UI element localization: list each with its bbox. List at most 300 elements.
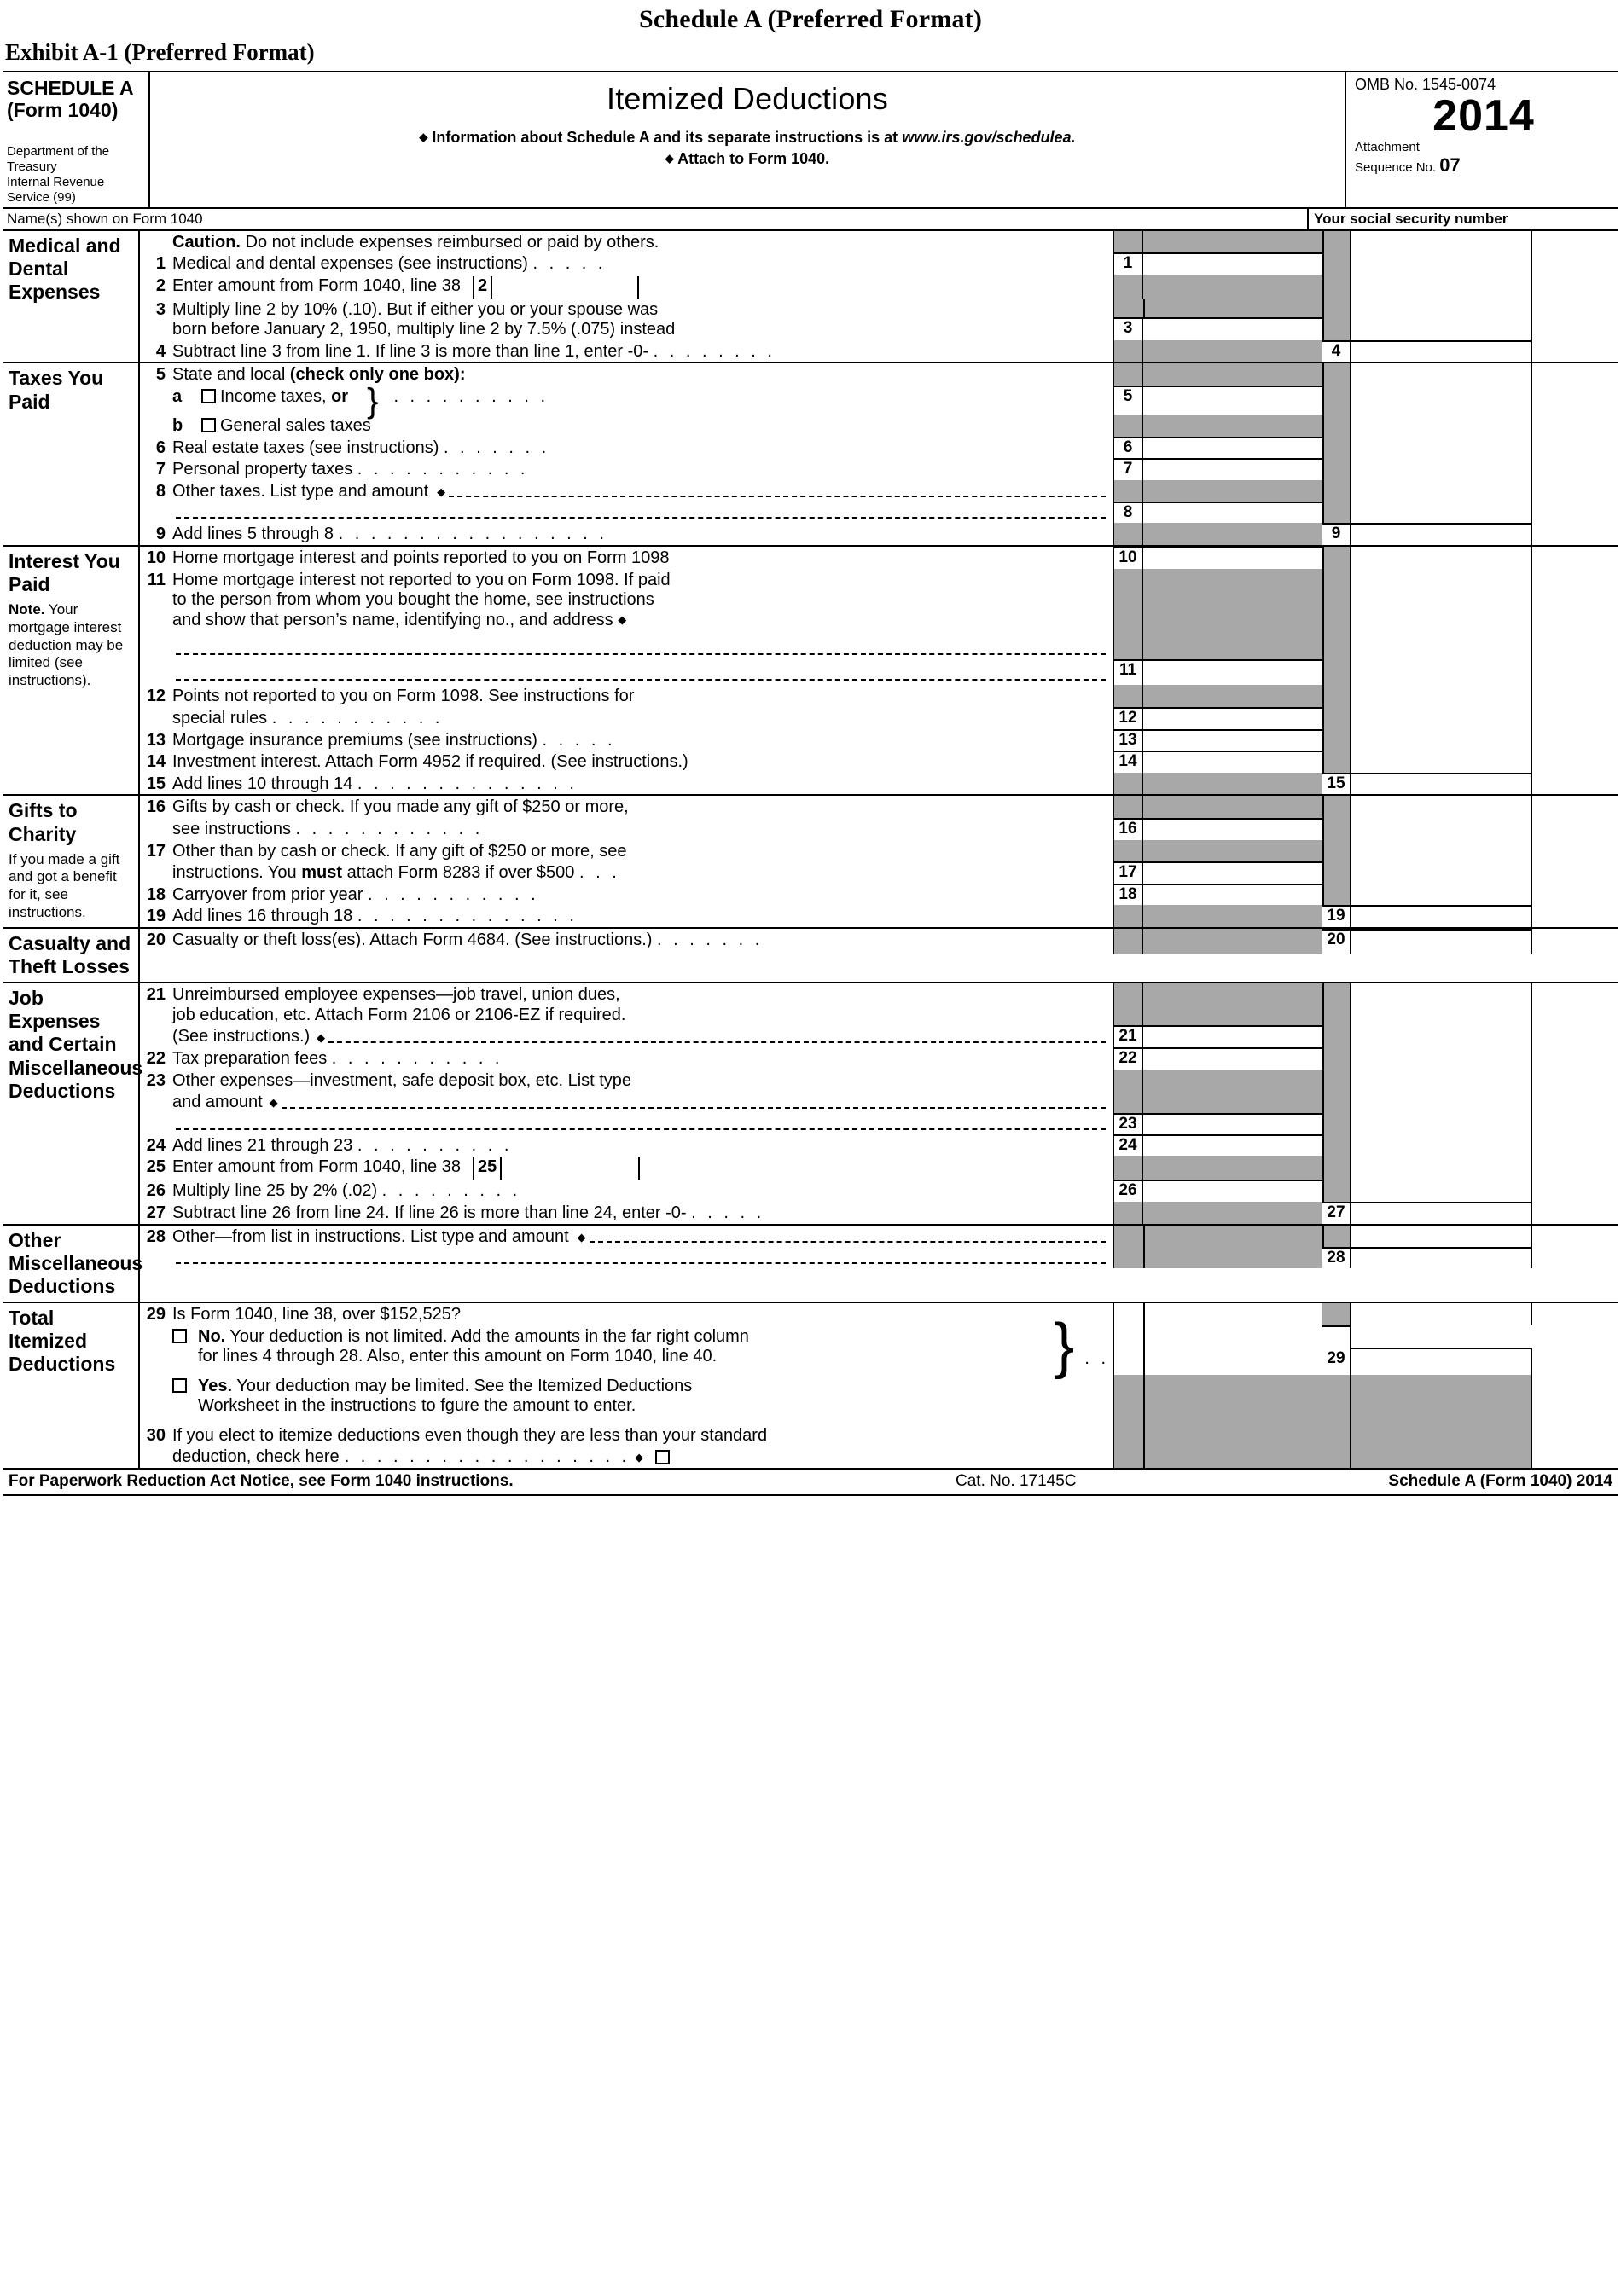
gap-column-17b <box>1322 861 1351 884</box>
line-14-text: Investment interest. Attach Form 4952 if required. (See instructions.) <box>172 752 688 772</box>
moneybox-5-gray <box>1143 363 1322 386</box>
gap-column-16b <box>1322 818 1351 840</box>
leader-dots-26: . . . . . . . . . <box>381 1181 521 1201</box>
linebox-6: 6 <box>1114 437 1143 459</box>
line-27-row <box>140 1202 1618 1224</box>
gap-column-5c <box>1322 415 1351 437</box>
pointer-icon: ◆ <box>419 130 428 143</box>
line-11-text-b: to the person from whom you bought the home, see instructions <box>172 590 654 610</box>
line-16-number: 16 <box>146 797 166 817</box>
right-column-14 <box>1351 751 1532 773</box>
linebox-23-gray <box>1114 1070 1143 1092</box>
line-20-row <box>140 929 1618 954</box>
moneybox-6[interactable] <box>1143 437 1322 459</box>
gap-column-5 <box>1322 363 1351 386</box>
linebox-22: 22 <box>1114 1047 1143 1070</box>
moneybox-1[interactable] <box>1143 252 1322 275</box>
gap-column-3 <box>1322 299 1351 340</box>
linebox-5: 5 <box>1114 386 1143 415</box>
caution-text: Do not include expenses reimbursed or paid by others. <box>245 232 659 252</box>
gap-column-25 <box>1322 1156 1351 1180</box>
right-column-26 <box>1351 1180 1532 1202</box>
linebox-19-gray <box>1114 905 1143 927</box>
moneybox-21[interactable] <box>1143 1025 1322 1047</box>
checkbox-elect-itemize[interactable] <box>655 1450 670 1464</box>
line-4-text: Subtract line 3 from line 1. If line 3 is more than line 1, enter -0- <box>172 341 649 361</box>
moneybox-11[interactable] <box>1143 659 1322 685</box>
moneybox-13[interactable] <box>1143 729 1322 751</box>
amount-cell-21 <box>1113 1025 1322 1047</box>
moneybox-26[interactable] <box>1143 1180 1322 1202</box>
right-column-1 <box>1351 252 1532 275</box>
line-17-row <box>140 840 1618 862</box>
moneybox-27[interactable] <box>1351 1202 1532 1224</box>
right-column-5c <box>1351 415 1532 437</box>
far-column-29c <box>1532 1375 1618 1424</box>
total-lines <box>140 1303 1618 1468</box>
job-lines <box>140 983 1618 1223</box>
far-column-8 <box>1532 480 1618 502</box>
line-29-number: 29 <box>146 1304 166 1324</box>
checkbox-sales-taxes[interactable] <box>201 418 216 432</box>
line-12-text-a: Points not reported to you on Form 1098. See instructions for <box>172 687 635 706</box>
line-13-row <box>140 729 1618 751</box>
line-25-text: Enter amount from Form 1040, line 38 <box>172 1157 461 1177</box>
right-column-7 <box>1351 458 1532 480</box>
moneybox-24[interactable] <box>1143 1134 1322 1157</box>
line-26-number: 26 <box>146 1181 166 1201</box>
linebox-15-gray <box>1114 773 1143 795</box>
amount-cell-1 <box>1113 252 1322 275</box>
line-5-number: 5 <box>155 365 166 385</box>
linebox-29: 29 <box>1322 1325 1351 1375</box>
line-9-number: 9 <box>155 525 166 544</box>
leader-dots-15: . . . . . . . . . . . . . . <box>357 774 578 793</box>
section-interest <box>3 547 1618 796</box>
brace-icon-29: } <box>1054 1311 1075 1380</box>
linebox-27-gray <box>1114 1202 1143 1224</box>
line-12-text-b: special rules <box>172 709 268 728</box>
linebox-28-gray2 <box>1114 1247 1145 1268</box>
line-2-inner-amount[interactable] <box>492 276 639 299</box>
line-11-text-a: Home mortgage interest not reported to you on Form 1098. If paid <box>172 570 671 589</box>
line-29-row <box>140 1303 1618 1325</box>
pointer-icon-21: ◆ <box>317 1030 326 1044</box>
moneybox-blank <box>1143 231 1322 253</box>
moneybox-20[interactable] <box>1351 929 1532 954</box>
line-20-number: 20 <box>146 930 166 949</box>
amount-cell-23-mid <box>1113 1091 1322 1113</box>
line-16-row <box>140 796 1618 818</box>
moneybox-15[interactable] <box>1351 773 1532 795</box>
amount-cell-5 <box>1113 386 1322 415</box>
form-number: (Form 1040) <box>7 98 119 121</box>
amount-cell-23 <box>1113 1113 1322 1134</box>
far-column-22 <box>1532 1047 1618 1070</box>
gap-column-30 <box>1322 1424 1351 1447</box>
far-column-11 <box>1532 569 1618 631</box>
line-29-yes-bold: Yes. <box>198 1376 233 1395</box>
moneybox-28-gray2 <box>1145 1247 1322 1268</box>
moneybox-29-blank <box>1145 1303 1322 1325</box>
linebox-17-gray <box>1114 840 1143 862</box>
amount-cell-16-top <box>1113 796 1322 818</box>
leader-dots-4: . . . . . . . . <box>653 341 776 361</box>
moneybox-22[interactable] <box>1143 1047 1322 1070</box>
write-in-line-23b[interactable] <box>176 1128 1106 1130</box>
gap-column-12 <box>1322 685 1351 707</box>
moneybox-3[interactable] <box>1143 317 1322 340</box>
moneybox-16[interactable] <box>1143 818 1322 840</box>
leader-dots-5: . . . . . . . . . . <box>393 387 549 407</box>
write-in-line-23a[interactable] <box>282 1107 1106 1109</box>
line-1-row <box>140 252 1618 275</box>
line-9-text: Add lines 5 through 8 <box>172 525 334 544</box>
amount-cell-26 <box>1113 1180 1322 1202</box>
line-2-inner-number: 2 <box>477 275 488 295</box>
line-15-text: Add lines 10 through 14 <box>172 774 353 793</box>
line-30-text-b: deduction, check here <box>172 1447 340 1467</box>
moneybox-14[interactable] <box>1143 751 1322 773</box>
line-6-row <box>140 437 1618 459</box>
right-column-16b <box>1351 818 1532 840</box>
right-column-6 <box>1351 437 1532 459</box>
moneybox-20-gray <box>1143 929 1322 954</box>
linebox-5b-gray <box>1114 415 1143 437</box>
linebox-12-gray <box>1114 685 1143 707</box>
far-column-2 <box>1532 275 1618 299</box>
line-23-row-b <box>140 1091 1618 1113</box>
moneybox-23-gray <box>1143 1070 1322 1092</box>
moneybox-8[interactable] <box>1143 502 1322 523</box>
leader-dots-19: . . . . . . . . . . . . . . <box>357 907 578 926</box>
linebox-11-gray2 <box>1114 630 1143 659</box>
form-identity <box>3 72 150 207</box>
amount-cell-17 <box>1113 861 1322 884</box>
line-7-row <box>140 458 1618 480</box>
moneybox-17[interactable] <box>1143 861 1322 884</box>
checkbox-income-taxes[interactable] <box>201 389 216 403</box>
right-column-24 <box>1351 1134 1532 1157</box>
linebox-21: 21 <box>1114 1025 1143 1047</box>
linebox-16: 16 <box>1114 818 1143 840</box>
line-15-number: 15 <box>146 774 166 793</box>
gap-column-26 <box>1322 1180 1351 1202</box>
write-in-line-21[interactable] <box>328 1041 1106 1043</box>
line-11-number: 11 <box>147 570 166 589</box>
line-5a-or: or <box>331 387 349 407</box>
leader-dots-22: . . . . . . . . . . . <box>331 1048 503 1068</box>
line-3-row <box>140 299 1618 340</box>
linebox-4-gray <box>1114 340 1143 362</box>
sequence-number: 07 <box>1439 154 1461 177</box>
exhibit-title: Exhibit A-1 (Preferred Format) <box>5 39 315 65</box>
moneybox-11-gray2 <box>1143 630 1322 659</box>
line-28-number: 28 <box>146 1226 166 1246</box>
amount-cell-23-top <box>1113 1070 1322 1092</box>
line-7-number: 7 <box>155 460 166 479</box>
right-column-11 <box>1351 569 1532 631</box>
pointer-icon-23: ◆ <box>269 1096 278 1110</box>
line-8-row <box>140 480 1618 502</box>
amount-cell-29-yes <box>1113 1375 1322 1424</box>
far-column-27 <box>1532 1202 1618 1224</box>
line-17-text-b2: attach Form 8283 if over $500 <box>346 863 575 883</box>
moneybox-29-gray <box>1145 1375 1322 1424</box>
right-column-23b <box>1351 1091 1532 1113</box>
line-20-text: Casualty or theft loss(es). Attach Form 4684. (See instructions.) <box>172 930 653 949</box>
moneybox-12[interactable] <box>1143 707 1322 729</box>
pointer-icon-2: ◆ <box>665 152 674 165</box>
amount-cell-7 <box>1113 458 1322 480</box>
line-23-row <box>140 1070 1618 1092</box>
far-column-25 <box>1532 1156 1618 1180</box>
gap-column <box>1322 231 1351 253</box>
info-url: www.irs.gov/schedulea. <box>902 129 1076 146</box>
gap-column-5b <box>1322 386 1351 415</box>
linebox-26: 26 <box>1114 1180 1143 1202</box>
gap-column-28 <box>1322 1226 1351 1248</box>
far-column-blank <box>1532 231 1618 253</box>
amount-cell-17-top <box>1113 840 1322 862</box>
line-25-inner-box[interactable] <box>473 1157 502 1180</box>
far-column-23c <box>1532 1113 1618 1134</box>
right-column-25 <box>1351 1156 1532 1180</box>
amount-cell-11-mid <box>1113 630 1322 659</box>
linebox-8-gray <box>1114 480 1143 502</box>
form-main-title: Itemized Deductions <box>607 81 888 116</box>
right-column-30b <box>1351 1446 1532 1468</box>
checkbox-no[interactable] <box>172 1329 187 1343</box>
moneybox-21-gray <box>1143 983 1322 1025</box>
caution-row <box>140 231 1618 253</box>
linebox-20-gray <box>1114 929 1143 954</box>
moneybox-7[interactable] <box>1143 458 1322 480</box>
right-column-28 <box>1351 1226 1532 1248</box>
line-12-number: 12 <box>146 687 166 706</box>
omb-number: OMB No. 1545-0074 <box>1355 76 1496 93</box>
line-30-number: 30 <box>146 1425 166 1445</box>
gap-column-23b <box>1322 1091 1351 1113</box>
far-column-4 <box>1532 340 1618 362</box>
far-column-5b <box>1532 386 1618 415</box>
line-14-number: 14 <box>146 752 166 772</box>
category-job: Job Expenses and Certain Miscellaneous Deductions <box>3 983 140 1223</box>
linebox-27: 27 <box>1322 1202 1351 1224</box>
line-3-number: 3 <box>155 299 166 319</box>
moneybox-23[interactable] <box>1143 1113 1322 1134</box>
line-23-write-row <box>140 1113 1618 1134</box>
amount-cell-12-top <box>1113 685 1322 707</box>
gap-column-10 <box>1322 547 1351 569</box>
line-5b-row <box>140 415 1618 437</box>
moneybox-19[interactable] <box>1351 905 1532 927</box>
right-column-29b <box>1351 1375 1532 1424</box>
line-11-write-row-2 <box>140 659 1618 685</box>
category-charity <box>3 796 140 927</box>
amount-cell-21-top <box>1113 983 1322 1025</box>
leader-dots-7: . . . . . . . . . . . <box>357 460 529 479</box>
linebox-23: 23 <box>1114 1113 1143 1134</box>
checkbox-yes[interactable] <box>172 1378 187 1393</box>
leader-dots-30: . . . . . . . . . . . . . . . . . . <box>344 1447 630 1467</box>
line-25-inner-amount[interactable] <box>502 1157 640 1180</box>
line-21-number: 21 <box>146 985 166 1005</box>
omb-block <box>1345 72 1618 207</box>
moneybox-18[interactable] <box>1143 884 1322 906</box>
right-column-12 <box>1351 685 1532 707</box>
moneybox-27-gray <box>1143 1202 1322 1224</box>
gap-column-11 <box>1322 569 1351 631</box>
moneybox-10[interactable] <box>1143 547 1322 569</box>
far-column-12b <box>1532 707 1618 729</box>
moneybox-25-gray <box>1143 1156 1322 1180</box>
line-29-yes-text-1: Your deduction may be limited. See the Itemized Deductions <box>236 1376 693 1395</box>
line-1-number: 1 <box>155 254 166 274</box>
line-19-row <box>140 905 1618 927</box>
far-column-11c <box>1532 659 1618 685</box>
amount-cell-28-blank <box>1113 1247 1322 1268</box>
amount-cell-30-top <box>1113 1424 1322 1447</box>
moneybox-28[interactable] <box>1351 1247 1532 1268</box>
far-column-23b <box>1532 1091 1618 1113</box>
name-field[interactable] <box>3 209 1309 229</box>
linebox-blank <box>1114 231 1143 253</box>
taxpayer-row <box>3 209 1618 231</box>
far-column-21b <box>1532 1025 1618 1047</box>
amount-cell-6 <box>1113 437 1322 459</box>
line-24-text: Add lines 21 through 23 <box>172 1135 353 1155</box>
schedule-label: SCHEDULE A <box>7 77 134 99</box>
info-text: Information about Schedule A and its separate instructions is at <box>432 129 898 146</box>
line-12-text <box>172 685 1113 707</box>
amount-cell-19-blank <box>1113 905 1322 927</box>
far-column-15 <box>1532 773 1618 795</box>
moneybox-30-gray <box>1145 1424 1322 1447</box>
line-22-number: 22 <box>146 1048 166 1068</box>
line-5a-row <box>140 382 1618 420</box>
amount-cell-11-top <box>1113 569 1322 631</box>
document-title: Schedule A (Preferred Format) <box>638 5 983 33</box>
moneybox-2-gray <box>1143 275 1322 299</box>
moneybox-9[interactable] <box>1351 523 1532 545</box>
linebox-19: 19 <box>1322 905 1351 927</box>
linebox-20: 20 <box>1322 929 1351 954</box>
form-title-block <box>150 72 1345 207</box>
line-17-text-a: Other than by cash or check. If any gift of $250 or more, see <box>172 841 627 861</box>
write-in-line-8b[interactable] <box>176 517 1106 519</box>
linebox-7: 7 <box>1114 458 1143 480</box>
far-column-30 <box>1532 1424 1618 1447</box>
line-2-inner-box[interactable] <box>473 276 492 299</box>
line-3-text-a: Multiply line 2 by 10% (.10). But if either you or your spouse was <box>172 299 659 319</box>
right-column-10 <box>1351 547 1532 569</box>
far-column-12 <box>1532 685 1618 707</box>
write-in-line-11b[interactable] <box>176 679 1106 681</box>
far-column-5 <box>1532 363 1618 386</box>
line-5-text-b: (check only one box): <box>289 365 466 385</box>
line-11-text-c: and show that person’s name, identifying no., and address <box>172 610 613 629</box>
name-label: Name(s) shown on Form 1040 <box>7 210 203 227</box>
leader-dots-12: . . . . . . . . . . . <box>271 709 444 728</box>
category-charity-label: Gifts to Charity <box>9 799 78 845</box>
gap-column-23 <box>1322 1070 1351 1092</box>
far-column-14 <box>1532 751 1618 773</box>
far-column-18 <box>1532 884 1618 906</box>
taxes-lines <box>140 363 1618 545</box>
amount-cell-14 <box>1113 751 1322 773</box>
leader-dots-13: . . . . . <box>542 730 616 750</box>
right-column-18 <box>1351 884 1532 906</box>
amount-cell-8-top <box>1113 480 1322 502</box>
write-in-line-28a[interactable] <box>590 1241 1106 1243</box>
gap-column-23c <box>1322 1113 1351 1134</box>
line-15-row <box>140 773 1618 795</box>
moneybox-16-gray <box>1143 796 1322 818</box>
ssn-label: Your social security number <box>1314 210 1508 227</box>
right-column-17b <box>1351 861 1532 884</box>
linebox-13: 13 <box>1114 729 1143 751</box>
line-29-text: Is Form 1040, line 38, over $152,525? <box>172 1304 461 1324</box>
far-column-17b <box>1532 861 1618 884</box>
section-casualty <box>3 929 1618 983</box>
ssn-field[interactable] <box>1309 209 1618 229</box>
line-6-text: Real estate taxes (see instructions) <box>172 438 439 457</box>
right-column-8 <box>1351 480 1532 502</box>
category-interest <box>3 547 140 794</box>
linebox-9-gray <box>1114 523 1143 545</box>
line-8-write-row <box>140 502 1618 523</box>
leader-dots-24: . . . . . . . . . . <box>357 1135 513 1155</box>
category-other-misc: Other Miscellaneous Deductions <box>3 1226 140 1302</box>
linebox-10: 10 <box>1114 547 1143 569</box>
moneybox-5[interactable] <box>1143 386 1322 415</box>
line-18-text: Carryover from prior year <box>172 884 363 904</box>
write-in-line-8[interactable] <box>449 496 1106 497</box>
medical-lines <box>140 231 1618 362</box>
line-23-text-a: Other expenses—investment, safe deposit box, etc. List type <box>172 1070 632 1090</box>
moneybox-8-gray <box>1143 480 1322 502</box>
gap-column-2 <box>1322 275 1351 299</box>
linebox-23-gray2 <box>1114 1091 1143 1113</box>
write-in-line-11a[interactable] <box>176 653 1106 655</box>
amount-cell-11 <box>1113 659 1322 685</box>
amount-cell-28-top <box>1113 1226 1322 1248</box>
right-column-21b <box>1351 1025 1532 1047</box>
line-25-row <box>140 1156 1618 1180</box>
far-column-30b <box>1532 1446 1618 1468</box>
line-29-no-text-1: Your deduction is not limited. Add the amounts in the far right column <box>229 1326 749 1346</box>
section-charity <box>3 796 1618 929</box>
right-column-22 <box>1351 1047 1532 1070</box>
line-22-row <box>140 1047 1618 1070</box>
linebox-12: 12 <box>1114 707 1143 729</box>
dept-line-1: Department of the Treasury <box>7 143 110 174</box>
gap-column-21b <box>1322 1025 1351 1047</box>
right-column-13 <box>1351 729 1532 751</box>
gap-column-24 <box>1322 1134 1351 1157</box>
write-in-line-28b[interactable] <box>176 1262 1106 1264</box>
far-column-29b <box>1532 1325 1618 1375</box>
moneybox-4[interactable] <box>1351 340 1532 362</box>
casualty-lines <box>140 929 1618 982</box>
gap-column-29 <box>1322 1303 1351 1325</box>
right-column-23c <box>1351 1113 1532 1134</box>
moneybox-29[interactable] <box>1351 1348 1532 1375</box>
line-13-number: 13 <box>146 730 166 750</box>
linebox-1: 1 <box>1114 252 1143 275</box>
right-column-5b <box>1351 386 1532 415</box>
